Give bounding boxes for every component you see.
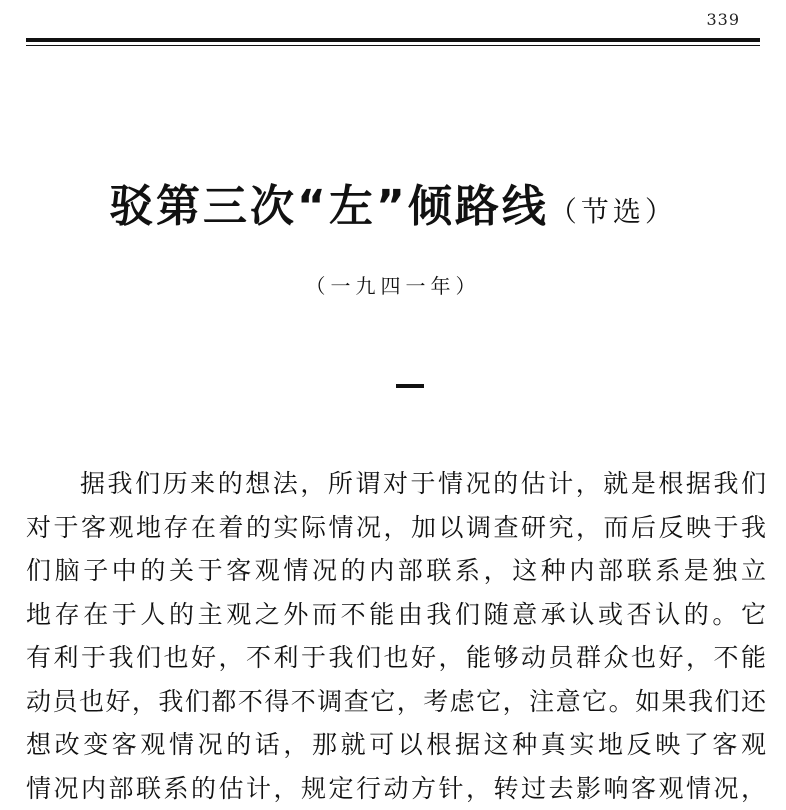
paragraph-line: 有利于我们也好，不利于我们也好，能够动员群众也好，不能 xyxy=(26,636,766,680)
paragraph-line: 地存在于人的主观之外而不能由我们随意承认或否认的。它 xyxy=(26,593,766,637)
header-rule-thick xyxy=(26,38,760,42)
article-title-main: 驳第三次“左”倾路线 xyxy=(109,181,549,232)
page-number: 339 xyxy=(706,10,740,29)
paragraph-line: 们脑子中的关于客观情况的内部联系，这种内部联系是独立 xyxy=(26,549,766,593)
article-title-subtitle: （节选） xyxy=(549,195,677,228)
body-paragraph xyxy=(26,462,766,810)
article-date: （一九四一年） xyxy=(0,270,786,299)
paragraph-line: 想改变客观情况的话，那就可以根据这种真实地反映了客观 xyxy=(26,723,766,767)
paragraph-line: 据我们历来的想法，所谓对于情况的估计，就是根据我们 xyxy=(26,462,766,506)
paragraph-line: 情况内部联系的估计，规定行动方针，转过去影响客观情况， xyxy=(26,767,766,810)
paragraph-line: 对于客观地存在着的实际情况，加以调查研究，而后反映于我 xyxy=(26,506,766,550)
paragraph-line: 动员也好，我们都不得不调查它，考虑它，注意它。如果我们还 xyxy=(26,680,766,724)
header-rule-thin xyxy=(26,45,760,46)
section-marker xyxy=(396,384,424,388)
article-title xyxy=(0,170,786,234)
